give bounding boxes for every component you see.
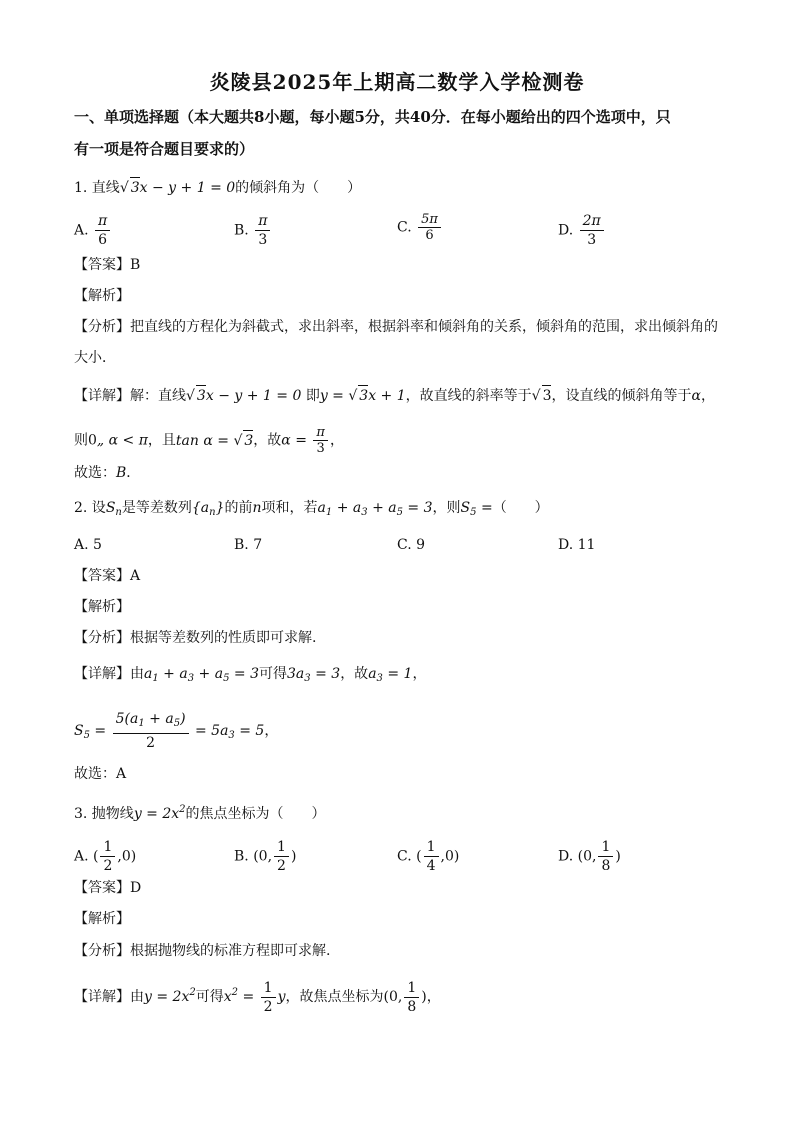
q2-detail-line1: 【详解】由$a_1 + a_3 + a_5 = 3$可得$3a_3 = 3$，故$a_3 = 1$，: [74, 666, 427, 684]
q2-option-c: C. 9: [397, 537, 426, 553]
q1-option-b: B. $\frac{\pi}{3}$: [234, 212, 272, 249]
q1-analysis-tag: 【解析】: [74, 288, 130, 304]
q1-detail-line2: 则0„ α < π，且tan α = √ 3，故α = $\frac{\pi}{3}$ ，: [74, 425, 344, 456]
q2-option-b: B. 7: [234, 537, 263, 553]
question-2: 2. 设$S_n$是等差数列$\{a_n\}$的前n项和，若$a_1 + a_3 + a_5 = 3$，则$S_5$ =（ ）: [74, 500, 549, 518]
q1-fenxi-line1: 【分析】把直线的方程化为斜截式，求出斜率，根据斜率和倾斜角的关系，倾斜角的范围，求出倾斜角的: [74, 319, 718, 335]
q1-choose: 故选：B．: [74, 465, 141, 481]
section-heading-line1: 一、单项选择题（本大题共8小题，每小题5分，共40分．在每小题给出的四个选项中，只: [74, 108, 671, 126]
q2-option-a: A. 5: [74, 537, 102, 553]
section-heading-line2: 有一项是符合题目要求的）: [74, 140, 255, 158]
q1-detail-line1: 【详解】解：直线√ 3x − y + 1 = 0 即y = √ 3x + 1，故直线的斜率等于√ 3，设直线的倾斜角等于α，: [74, 385, 715, 406]
q1-option-d: D. $\frac{2\pi}{3}$: [558, 212, 606, 249]
q1-answer: 【答案】B: [74, 257, 141, 273]
q3-fenxi: 【分析】根据抛物线的标准方程即可求解.: [74, 943, 331, 959]
question-1: 1. 直线√ 3x − y + 1 = 0的倾斜角为（ ）: [74, 177, 361, 198]
q3-detail: 【详解】由$y = 2x^2$可得$x^2$ = $\frac{1}{2}$ y，故焦点坐标为(0, $\frac{1}{8}$ )，: [74, 979, 441, 1015]
q2-option-d: D. 11: [558, 537, 596, 553]
q1-option-a: A. $\frac{\pi}{6}$: [74, 212, 112, 249]
q2-analysis-tag: 【解析】: [74, 599, 130, 615]
q3-analysis-tag: 【解析】: [74, 911, 130, 927]
q2-detail-line2: $S_5$ = $\frac{5(a_1 + a_5)}{2}$ = $5a_3 = 5$，: [74, 711, 279, 751]
q1-fenxi-line2: 大小．: [74, 350, 116, 366]
q1-option-c: C. $\frac{5\pi}{6}$: [397, 212, 443, 243]
q3-option-c: C. ( $\frac{1}{4}$ ,0): [397, 839, 460, 874]
page-title: 炎陵县2025年上期高二数学入学检测卷: [209, 70, 585, 94]
q2-answer: 【答案】A: [74, 568, 141, 584]
question-3: 3. 抛物线$y = 2x^2$的焦点坐标为（ ）: [74, 804, 326, 822]
q3-option-d: D. (0, $\frac{1}{8}$ ): [558, 839, 621, 874]
q2-fenxi: 【分析】根据等差数列的性质即可求解.: [74, 630, 317, 646]
q3-answer: 【答案】D: [74, 880, 142, 896]
q2-choose: 故选：A: [74, 766, 127, 782]
q3-option-a: A. ( $\frac{1}{2}$ ,0): [74, 839, 137, 874]
q3-option-b: B. (0, $\frac{1}{2}$ ): [234, 839, 297, 874]
q1-equation: √ 3x − y + 1 = 0: [120, 180, 235, 196]
